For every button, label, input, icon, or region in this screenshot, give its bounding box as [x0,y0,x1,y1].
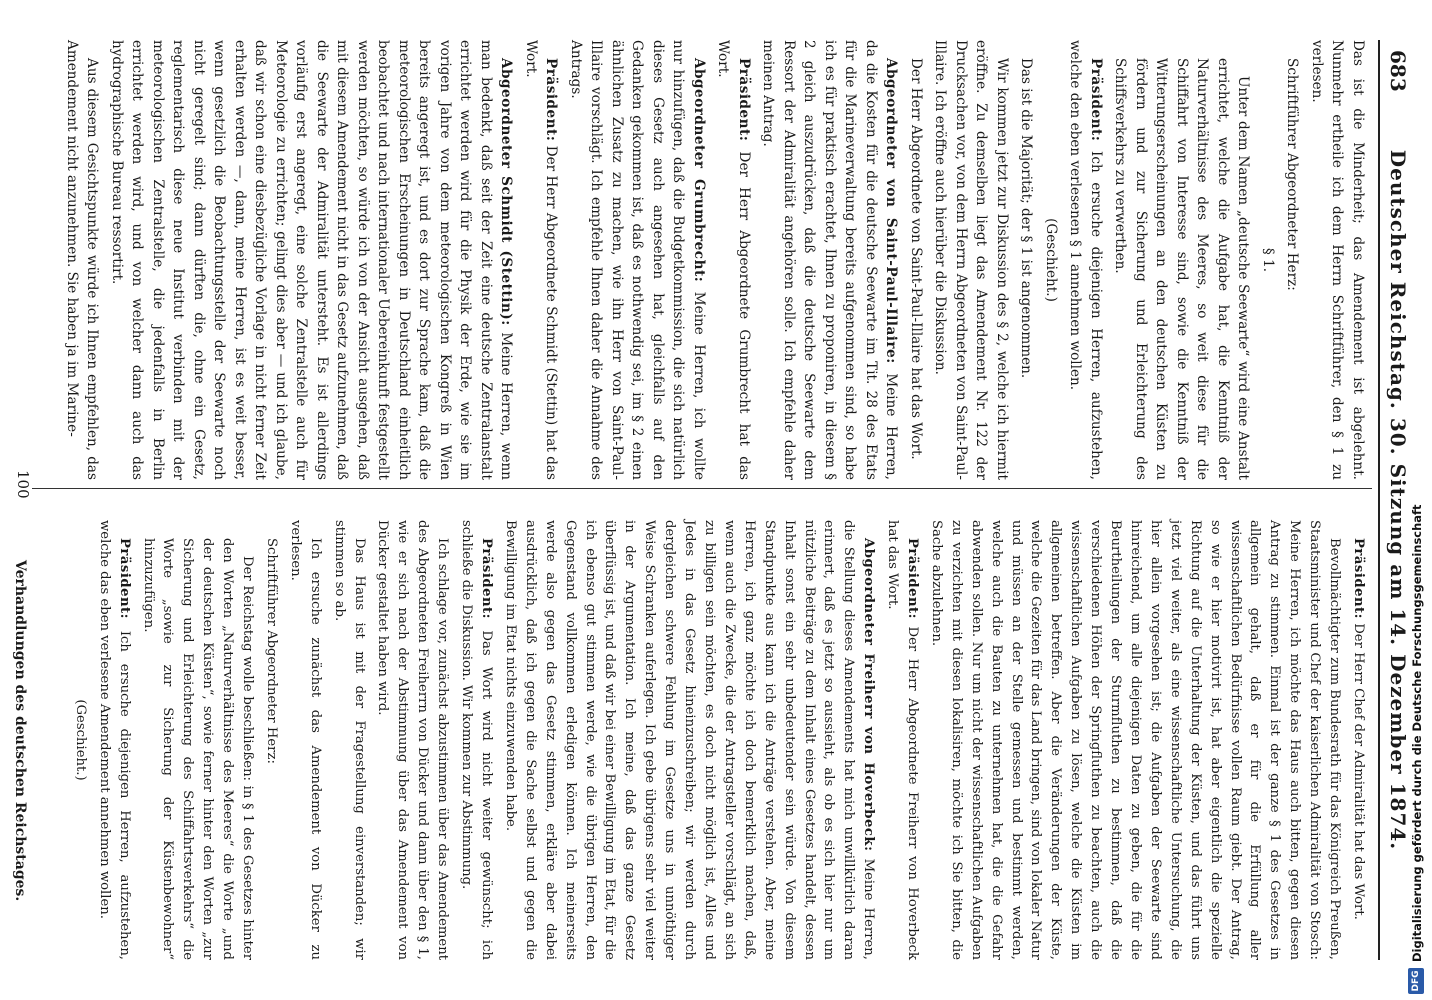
paragraph-text: Das Haus ist mit der Fragestellung einverstanden; wir stimmen so ab. [331,520,367,960]
paragraph [456,520,496,960]
paragraph [1065,40,1106,480]
paragraph-text: Ich ersuche diejenigen Herren, aufzustehen, welche den eben verlesenen § 1 annehmen wollen. [1067,40,1104,480]
speaker-label: Präsident: [905,538,921,620]
speaker-label: Präsident: [479,538,495,620]
paragraph [285,520,325,960]
paragraph [500,520,878,960]
paragraph [329,520,369,960]
paragraph [94,520,134,960]
paragraph-text: Wir kommen jetzt zur Diskussion des § 2, welche ich hiermit eröffne. Zu demselben liegt das Amendement Nr. 122 der Drucksachen vor, von dem Herrn Abgeordneten von Saint-Paul-Illaire. Ich eröffne auch hierüber die Diskussion. [932,40,1010,480]
speaker-label: Präsident: [116,538,132,620]
dfg-logo-icon: DFG [1408,968,1424,994]
speaker-label: Abgeordneter von Saint-Paul-Illaire: [883,58,900,364]
paragraph-text: Das Wort wird nicht weiter gewünscht; ich schließe die Diskussion. Wir kommen zur Abstimmung. [459,520,495,960]
paragraph-text: Der Herr Abgeordnete Grumbrecht hat das Wort. [715,40,752,480]
header-page-number: 683 [1386,50,1410,92]
speaker-label: Präsident: [736,58,752,142]
speaker-label: Präsident: [1351,538,1366,620]
column-divider [32,488,1372,489]
paragraph-text: Schriftführer Abgeordneter Herz: [263,538,279,764]
paragraph [62,40,103,480]
paragraph [1258,40,1279,480]
paragraph [521,40,562,480]
paragraph-text: Ich ersuche zunächst das Amendement von Dücker zu verlesen. [287,520,323,960]
paragraph [906,40,927,480]
paragraph [138,538,257,960]
paragraph-text: Der Reichstag wolle beschließen: in § 1 des Gesetzes hinter den Worten „Naturverhältnisse des Meeres“ die Worte „und der deutschen Küsten“, sowie ferner hinter den Worten „zur Sicherung und Erleichterung des Schiffahrtsverkehrs“ die Worte „sowie zur Sicherung der Küstenbewohner“ hinzuzufügen. [140,538,256,960]
header-title: Deutscher Reichstag. 30. Sitzung am 14. Dezember 1874. [1386,149,1410,851]
speaker-label: Abgeordneter Schmidt (Stettin): [498,58,515,326]
paragraph [1016,40,1037,480]
paragraph-text: Der Herr Abgeordnete von Saint-Paul-Illaire hat das Wort. [908,58,924,460]
paragraph-text: Aus diesem Gesichtspunkte würde ich Ihnen empfehlen, das Amendement nicht anzunehmen. Sie haben ja im Marine- [64,40,101,480]
paragraph-text: Ich ersuche diejenigen Herren, aufzustehen, welche das eben verlesene Amendement annehmen wollen. [96,520,132,960]
paragraph [1282,40,1303,480]
speaker-label: Präsident: [1088,58,1104,142]
speaker-label: Präsident: [543,58,560,142]
footer-page-number: 100 [14,470,32,499]
paragraph [261,520,281,960]
paragraph-text: Der Herr Abgeordnete Freiherr von Hoverbeck hat das Wort. [885,520,921,960]
paragraph-text: (Geschieht.) [1043,218,1059,302]
paragraph [107,40,517,480]
paragraph [373,520,453,960]
paragraph [930,40,1012,480]
footer-signature: Verhandlungen des deutschen Reichstages. [12,560,28,902]
paragraph-text: Das ist die Minderheit; das Amendement ist abgelehnt. Nunmehr ertheile ich dem Herrn Schriftführer, den § 1 zu verlesen. [1309,40,1366,480]
speaker-label: Abgeordneter Grumbrecht: [691,58,707,283]
paragraph [1348,520,1368,960]
paragraph-text: Schriftführer Abgeordneter Herz: [1284,58,1301,291]
dfg-watermark [1404,504,1430,996]
paragraph-text: Meine Herren, da die Kosten für die deutsche Seewarte im Tit. 28 des Etats für die Marineverwaltung bereits aufgenommen sind, so habe ich es für praktisch erachtet, Ihnen zu proponiren, in diesem § 2 gleich auszudrücken, daß die deutsche Seewarte dem Ressort der Admiralität angehören solle. Ich empfehle daher meinen Antrag. [760,40,900,480]
paragraph [713,40,754,480]
paragraph-text: Ich schlage vor, zunächst abzustimmen über das Amendement des Abgeordneten Freiherrn von Dücker und dann über den § 1, wie er sich nach der Abstimmung über das Amendement von Dücker gestaltet haben wird. [375,520,451,960]
paragraph-text: Bevollmächtigter zum Bundesrath für das Königreich Preußen, Staatsminister und Chef der kaiserlichen Admiralität von Stosch: Meine Herren, ich möchte das Haus auch bitten, gegen diesen Antrag zu stimmen. Einmal ist der ganze § 1 des Gesetzes in allgemein gehalt, daß er für die Erfüllung aller wissenschaftlichen Bedürfnisse vollen Raum giebt. Der Antrag, so wie er hier motivirt ist, hat aber eigentlich die spezielle Richtung auf die Unterhaltung der Küsten, und das führt uns jetzt viel weiter, als eine wissenschaftliche Untersuchung, die hier allein vorgesehen ist; die Aufgaben der Seewarte sind hinreichend, um alle diejenigen Daten zu geben, die für die Beurtheilungen der Sturmfluthen zu bestimmen, daß die verschiedenen Höhen der Springfluthen zu beachten, auch die wissenschaftlichen Aufgaben zu lösen, welche die Küsten im allgemeinen betreffen. Aber die Veränderungen der Küste, welche die Gezeiten für das Land bringen, sind von lokaler Natur und müssen an der Stelle gemessen und bestimmt werden, welche auch die Bauten zu unternehmen hat, die die Gefahr abwenden sollen. Nur um nicht der wissenschaftlichen Aufgaben zu verzichten mit diesen lokalisiren, möchte ich Sie bitten, die Sache abzulehnen. [928,520,1343,960]
text-column-right [66,520,1368,960]
paragraph [1110,58,1254,480]
paragraph-text: Meine Herren, ich wollte nur hinzufügen, daß die Budgetkommission, die sich natürlich dieses Gesetz auch angesehen hat, gleichfalls auf den Gedanken gekommen ist, daß es nothwendig sei, im § 2 einen ähnlichen Zusatz zu machen, wie ihn Herr von Saint-Paul-Illaire vorschlägt. Ich empfehle Ihnen daher die Annahme des Antrags. [568,40,707,481]
paragraph [70,520,90,960]
paragraph [882,520,922,960]
paragraph-text: § 1. [1260,247,1276,273]
text-column-left [58,40,1369,480]
paragraph-text: Unter dem Namen „deutsche Seewarte“ wird eine Anstalt errichtet, welche die Aufgabe hat, die Kenntniß der Naturverhältnisse des Meeres, so weit diese für die Schiffahrt von Interesse sind, sowie die Kenntniß der Witterungserscheinungen an den deutschen Küsten zu fördern und zur Sicherung und Erleichterung des Schiffsverkehrs zu verwerthen. [1112,58,1252,480]
speaker-label: Abgeordneter Freiherr von Hoverbeck: [861,538,877,852]
paragraph [758,40,902,480]
paragraph [1041,40,1062,480]
paragraph-text: Das ist die Majorität; der § 1 ist angenommen. [1018,58,1035,379]
paragraph [1307,40,1369,480]
paragraph-text: Der Herr Abgeordnete Schmidt (Stettin) hat das Wort. [523,40,560,480]
paragraph [566,40,710,480]
paragraph-text: Der Herr Chef der Admiralität hat das Wort. [1351,619,1366,920]
paragraph-text: (Geschieht.) [72,699,88,781]
paragraph-text: Meine Herren, die Stellung dieses Amendements hat mich unwillkürlich daran erinnert, daß es jetzt so aussieht, als ob es sich hier nur um nützliche Beiträge zu dem Inhalt eines Gesetzes handelt, dessen Inhalt sonst ein sehr unbedeutender sein würde. Von diesem Standpunkte aus kann ich die Anträge verstehen. Aber, meine Herren, ich ganz möchte ich doch bemerklich machen, daß, wenn auch die Zwecke, die der Antragsteller vorschlägt, an sich zu billigen sein möchten, es doch nicht möglich ist, Alles und Jedes in das Gesetz hineinzuschreiben; wir werden durch dergleichen schwere Fehlung im Gesetze uns in unnöthiger Weise Schranken auferlegen. Ich gebe übrigens sehr viel weiter in der Argumentation. Ich meine, daß das ganze Gesetz überflüssig ist, und daß wir bei einer Bewilligung im Etat, für die ich ebenso gut stimmen werde, wie die übrigen Herren, den Gegenstand vollkommen erledigen können. Ich meinerseits werde also gegen das Gesetz stimmen, erkläre aber dabei ausdrücklich, daß ich gegen die Sache selbst und gegen die Bewilligung im Etat nichts einzuwenden habe. [502,520,877,960]
paragraph-text: Meine Herren, wenn man bedenkt, daß seit der Zeit eine deutsche Zentralanstalt errichtet werden wird für die Physik der Erde, wie sie im vorigen Jahre von dem meteorologischen Kongreß in Wien bereits angeregt ist, und es dort zur Sprache kam, daß die meteorologischen Erscheinungen in Deutschland einheitlich beobachtet und nach internationaler Uebereinkunft festgestellt werden möchten, so würde ich von der Ansicht ausgehen, daß mit diesem Amendement nicht in das Gesetz aufzunehmen, daß die Seewarte der Admiralität untersteht. Es ist allerdings vorläufig erst angeregt, eine solche Zentralstelle auch für Meteorologie zu errichten; gelingt dies aber — und ich glaube, daß wir schon eine diesbezügliche Vorlage in nicht ferner Zeit erhalten werden —, dann, meine Herren, ist es weit besser, wenn gesetzlich die Beobachtungsstelle der Seewarte noch nicht geregelt sind; dann dürften die, ohne ein Gesetz, reglementarisch diese neue Institut verbinden mit der meteorologischen Zentralstelle, die jedenfalls in Berlin errichtet werden wird, und von welcher dann auch das hydrographische Bureau ressortirt. [109,40,515,480]
paragraph [926,520,1344,960]
watermark-text: Digitalisierung gefördert durch die Deutsche Forschungsgemeinschaft [1410,504,1424,962]
